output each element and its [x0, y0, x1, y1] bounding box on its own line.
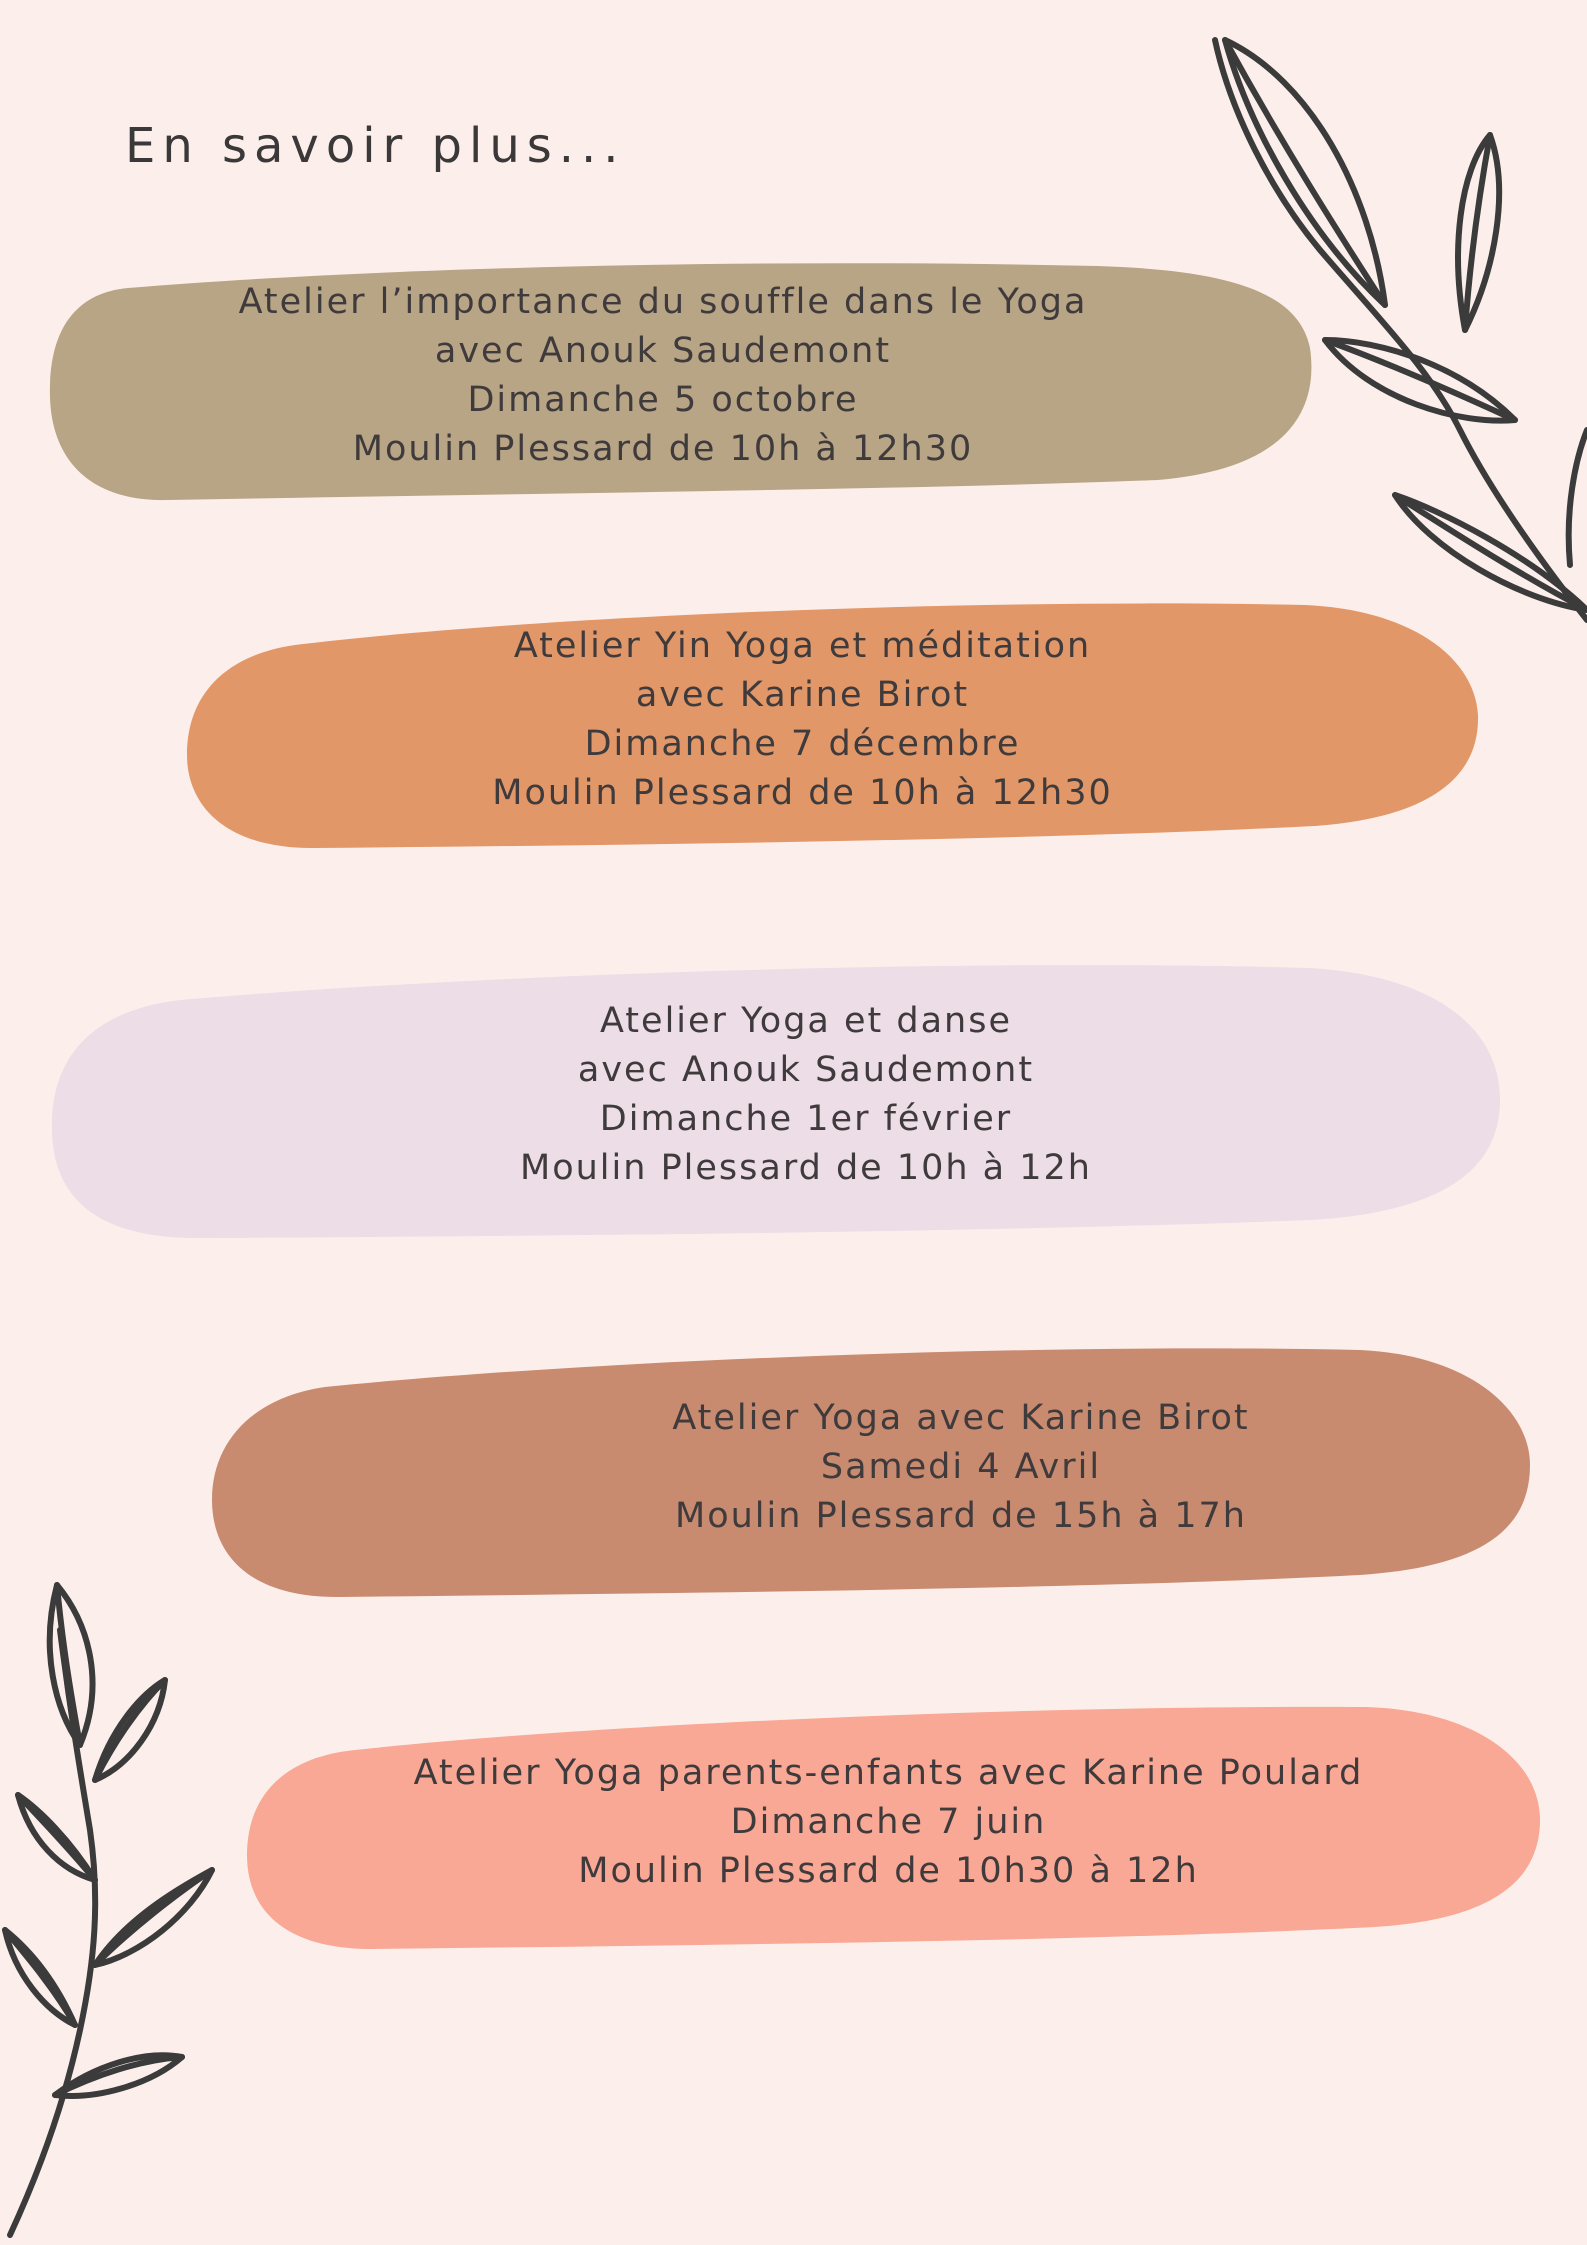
event-title: Atelier Yoga avec Karine Birot [672, 1398, 1250, 1438]
event-title: Atelier Yoga parents-enfants avec Karine Poulard [413, 1753, 1364, 1793]
page-title: En savoir plus... [125, 118, 626, 174]
event-date: Dimanche 7 décembre [584, 724, 1021, 764]
event-card [185, 590, 1480, 850]
event-location: Moulin Plessard de 10h30 à 12h [578, 1851, 1199, 1891]
leaf-branch-icon [0, 1570, 230, 2240]
event-location: Moulin Plessard de 10h à 12h [520, 1148, 1092, 1188]
event-location: Moulin Plessard de 15h à 17h [675, 1496, 1247, 1536]
event-host: avec Anouk Saudemont [434, 330, 892, 371]
event-location: Moulin Plessard de 10h à 12h30 [492, 773, 1113, 813]
event-location: Moulin Plessard de 10h à 12h30 [352, 428, 974, 469]
event-date: Samedi 4 Avril [820, 1447, 1102, 1487]
event-date: Dimanche 5 octobre [467, 379, 859, 420]
event-date: Dimanche 1er février [599, 1099, 1013, 1139]
event-title: Atelier l’importance du souffle dans le Yoga [238, 281, 1088, 322]
event-card [210, 1335, 1532, 1600]
event-host: avec Karine Birot [635, 675, 970, 715]
event-card [50, 950, 1502, 1240]
event-title: Atelier Yin Yoga et méditation [513, 626, 1092, 666]
event-card [48, 248, 1318, 503]
event-title: Atelier Yoga et danse [599, 1001, 1012, 1041]
event-host: avec Anouk Saudemont [577, 1050, 1035, 1090]
event-card [245, 1695, 1542, 1950]
event-date: Dimanche 7 juin [730, 1802, 1047, 1842]
